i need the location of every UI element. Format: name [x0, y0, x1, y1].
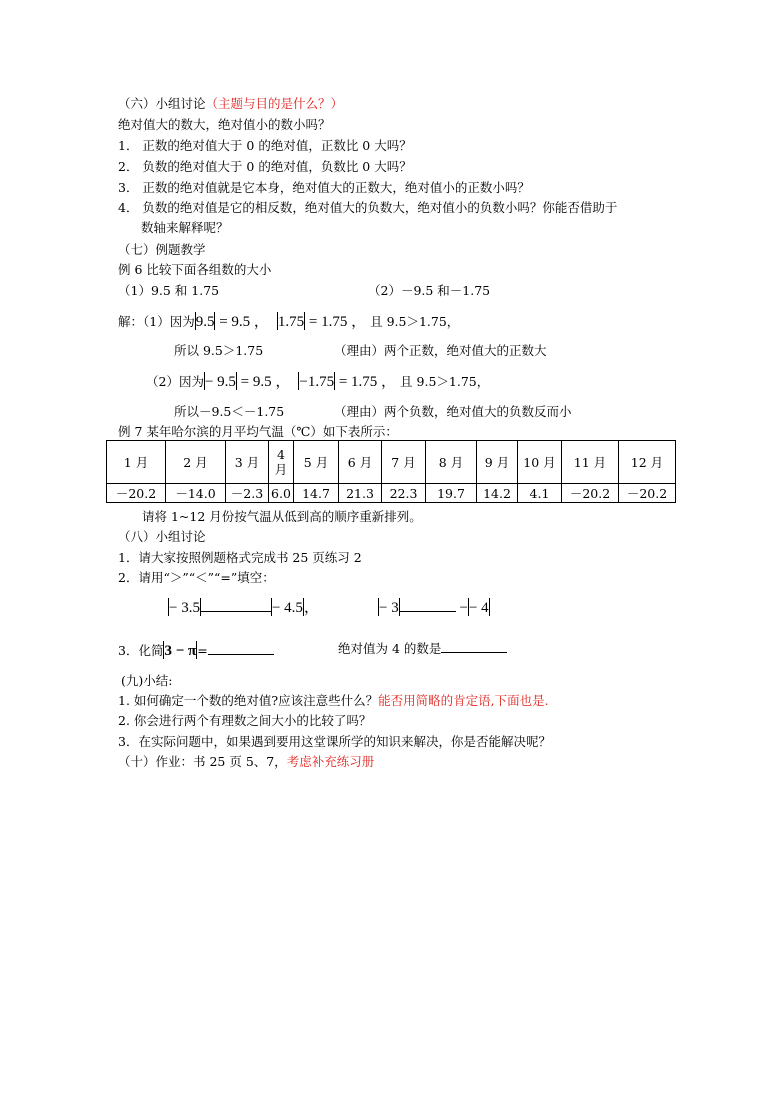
list-item: 2． 负数的绝对值大于 0 的绝对值，负数比 0 大吗？: [118, 159, 412, 174]
answer-blank[interactable]: [441, 652, 507, 653]
abs-inner: − 3: [379, 600, 399, 616]
section-8-item-1: 1．请大家按照例题格式完成书 25 页练习 2: [118, 550, 362, 565]
abs-expression: [163, 643, 197, 659]
abs-inner: −1.75: [299, 374, 335, 390]
separator: ，: [303, 600, 319, 616]
solution-2-conclusion: 所以－9.5＜－1.75: [174, 404, 285, 419]
abs-expression: [298, 374, 396, 390]
month-cell: 1 月: [107, 441, 166, 484]
summary-note: 能否用简略的肯定语,下面也是.: [378, 693, 549, 708]
month-cell: 6 月: [339, 441, 382, 484]
abs-inner: − 4: [468, 600, 489, 616]
temp-cell: －20.2: [562, 484, 619, 503]
list-item: 1． 正数的绝对值大于 0 的绝对值，正数比 0 大吗？: [118, 138, 412, 153]
table-row: [107, 484, 676, 503]
month-cell: 9 月: [477, 441, 518, 484]
month-cell: 10 月: [518, 441, 562, 484]
section-8-item-3: [118, 641, 274, 659]
solution-2-line: [146, 372, 489, 390]
section-7-heading: （七）例题教学: [118, 242, 206, 257]
temp-cell: 21.3: [339, 484, 382, 503]
temp-cell: －2.3: [226, 484, 269, 503]
solution-1-reason: （理由）两个正数，绝对值大的正数大: [334, 343, 547, 358]
section-6-title: （六）小组讨论: [118, 96, 206, 111]
month-cell: 7 月: [382, 441, 426, 484]
list-item-continuation: 数轴来解释呢？: [141, 220, 229, 235]
example-6-part-1: （1）9.5 和 1.75: [118, 283, 220, 298]
example-7-title: 例 7 某年哈尔滨的月平均气温（℃）如下表所示：: [118, 424, 398, 439]
example-6-title: 例 6 比较下面各组数的大小: [118, 262, 272, 277]
month-cell: 4 月: [269, 441, 294, 484]
solution-2-tail: 且 9.5＞1.75，: [400, 374, 490, 389]
section-9-heading: (九)小结:: [121, 673, 173, 688]
section-6-note: （主题与目的是什么？）: [205, 96, 344, 111]
fill-in-comparison-2: [378, 598, 490, 616]
month-cell: 3 月: [226, 441, 269, 484]
abs-four-text: 绝对值为 4 的数是: [338, 641, 442, 656]
temp-cell: －20.2: [107, 484, 166, 503]
equals-sign: =: [197, 643, 208, 658]
homework-text: （十）作业：书 25 页 5、7，: [118, 754, 287, 769]
month-cell: 8 月: [426, 441, 477, 484]
abs-inner: 3 − π: [164, 643, 197, 659]
abs-result: = 1.75 ，: [305, 314, 367, 330]
homework-note: 考虑补充练习册: [286, 754, 375, 769]
abs-result: = 9.5 ，: [215, 314, 269, 330]
section-9-item-2: 2. 你会进行两个有理数之间大小的比较了吗？: [118, 713, 372, 728]
section-8-item-2: 2．请用“＞”“＜”“=”填空：: [118, 570, 275, 585]
abs-inner: − 9.5: [204, 374, 236, 390]
abs-expression: [277, 314, 366, 330]
temp-cell: －14.0: [166, 484, 226, 503]
section-9-item-3: 3．在实际问题中，如果遇到要用这堂课所学的知识来解决，你是否能解决呢？: [118, 734, 551, 749]
temp-cell: 4.1: [518, 484, 562, 503]
list-item: 4． 负数的绝对值是它的相反数，绝对值大的负数大，绝对值小的负数小吗？你能否借助于: [118, 200, 618, 215]
fill-in-comparison-1: [168, 598, 319, 616]
month-cell: 11 月: [562, 441, 619, 484]
temp-cell: －20.2: [619, 484, 676, 503]
abs-inner: − 3.5: [169, 600, 200, 616]
temp-cell: 19.7: [426, 484, 477, 503]
section-9-item-1: [118, 693, 549, 709]
answer-blank[interactable]: [208, 654, 274, 655]
solution-2-prefix: （2）因为: [146, 374, 204, 389]
temp-cell: 22.3: [382, 484, 426, 503]
month-cell: 12 月: [619, 441, 676, 484]
abs-expression: [195, 314, 269, 330]
answer-blank[interactable]: [400, 611, 456, 612]
abs-inner: − 4.5: [271, 600, 303, 616]
abs-result: = 9.5 ，: [236, 374, 291, 390]
list-item: 3． 正数的绝对值就是它本身，绝对值大的正数大，绝对值小的正数小吗？: [118, 180, 530, 195]
solution-1-prefix: 解：（1）因为: [118, 314, 195, 329]
example-7-task: 请将 1~12 月份按气温从低到高的顺序重新排列。: [142, 509, 422, 524]
abs-inner: 9.5: [195, 314, 215, 330]
summary-question: 1. 如何确定一个数的绝对值?应该注意些什么？: [118, 693, 379, 708]
temperature-table: [106, 440, 676, 503]
solution-1-tail: 且 9.5＞1.75，: [370, 314, 460, 329]
section-10-homework: [118, 754, 374, 770]
abs-expression: [204, 374, 290, 390]
section-8-heading: （八）小组讨论: [118, 529, 206, 544]
temp-cell: 14.2: [477, 484, 518, 503]
abs-result: = 1.75 ，: [335, 374, 397, 390]
solution-2-reason: （理由）两个负数，绝对值大的负数反而小: [334, 404, 572, 419]
item-3-prefix: 3．化简: [118, 643, 164, 658]
solution-1-line: [118, 312, 459, 330]
temp-cell: 14.7: [294, 484, 339, 503]
answer-blank[interactable]: [201, 611, 271, 612]
month-cell: 2 月: [166, 441, 226, 484]
section-6-heading: [118, 96, 343, 112]
abs-inner: 1.75: [277, 314, 305, 330]
month-cell: 5 月: [294, 441, 339, 484]
abs-four-question: [338, 641, 507, 657]
temp-cell: 6.0: [269, 484, 294, 503]
minus-sign: −: [459, 600, 468, 616]
solution-1-conclusion: 所以 9.5＞1.75: [174, 343, 264, 358]
section-6-question: 绝对值大的数大，绝对值小的数小吗？: [118, 117, 331, 132]
example-6-part-2: （2）－9.5 和－1.75: [368, 283, 491, 298]
table-header-row: [107, 441, 676, 484]
